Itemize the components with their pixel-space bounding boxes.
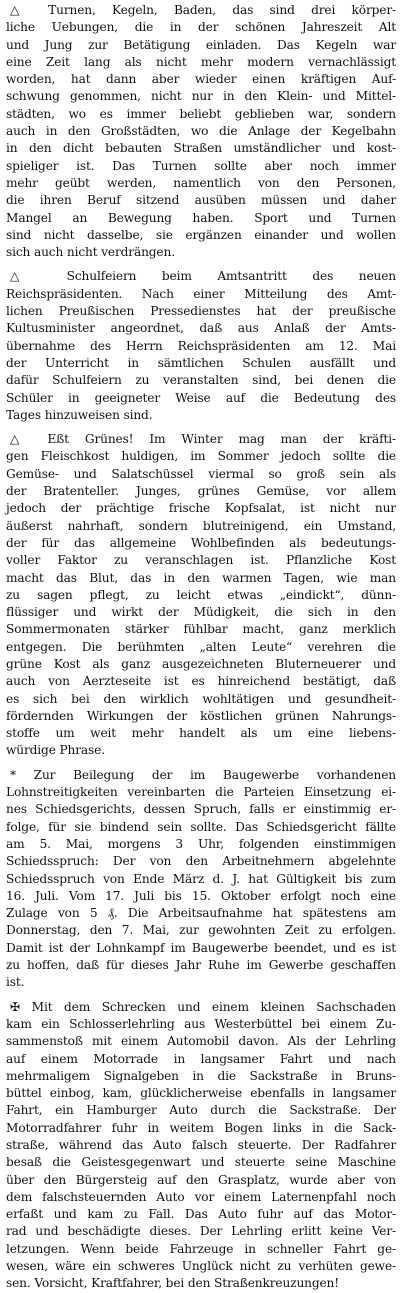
article-sachschaden (6, 999, 396, 1293)
text-line: sen. Vorsicht, Kraftfahrer, bei den Straßenkreuzungen! (6, 1276, 340, 1291)
text-line: Schiedsspruch: Der von den Arbeitnehmern abgelehnte (6, 854, 396, 869)
text-line: rad und beschädigte dieses. Der Lehrling erlitt keine Ver- (6, 1224, 396, 1239)
text-line: Donnerstag, den 7. Mai, zur gewohnten Zeit zu erfolgen. (6, 923, 396, 938)
text-line: schwung genommen, nicht nur in den Klein- und Mittel- (6, 89, 396, 104)
text-line: ist. (6, 975, 25, 990)
article-heading-line: ✠ Mit dem Schrecken und einem kleinen Sachschaden (10, 999, 396, 1014)
text-line: stoffe um weit mehr handelt als um eine liebens- (6, 726, 396, 741)
text-line: Mangel an Bewegung haben. Sport und Turnen (6, 210, 396, 225)
article-gruenes (6, 431, 396, 760)
text-line: worden, hat dann aber wieder einen kräftigen Auf- (6, 72, 396, 87)
article-heading-line: △ Schulfeiern beim Amtsantritt des neuen (10, 269, 396, 284)
text-line: entgegen. Die berühmten „alten Leute“ verehren die (6, 639, 396, 654)
text-line: gen Fleischkost huldigen, im Sommer jedoch sollte die (6, 449, 396, 464)
text-line: Damit ist der Lohnkampf im Baugewerbe beendet, und es ist (6, 940, 396, 955)
article-turnen (6, 2, 396, 261)
text-line: Schüler in geeigneter Weise auf die Bedeutung des (6, 390, 396, 405)
text-line: zu sagen pflegt, zu leicht etwas „eindickt“, dünn- (6, 587, 396, 602)
text-line: jedoch der prächtige frische Kopfsalat, ist nicht nur (6, 501, 396, 516)
text-line: am 5. Mai, morgens 3 Uhr, folgenden einstimmigen (6, 836, 396, 851)
text-line: Kultusminister angeordnet, daß aus Anlaß der Amts- (6, 321, 396, 336)
text-line: über den Bürgersteig auf den Grasplatz, wurde aber von (6, 1172, 396, 1187)
text-line: folge, für sie bindend sein sollte. Das Schiedsgericht fällte (6, 819, 396, 834)
text-line: dafür Schulfeiern zu veranstalten sind, bei denen die (6, 373, 396, 388)
text-line: der für das allgemeine Wohlbefinden als bedeutungs- (6, 535, 396, 550)
text-line: übernahme des Herrn Reichspräsidenten am 12. Mai (6, 338, 396, 353)
text-line: letzungen. Wenn beide Fahrzeuge in schneller Fahrt ge- (6, 1241, 396, 1256)
text-line: grüne Kost als ganz ausgezeichneten Bluterneuerer und (6, 656, 396, 671)
text-line: Sommermonaten stärker fühlbar macht, ganz merklich (6, 622, 396, 637)
text-line: sind nicht dasselbe, sie ergänzen einander und wollen (6, 227, 396, 242)
text-line: Fahrt, ein Hamburger Auto durch die Sackstraße. Der (6, 1103, 396, 1118)
text-line: fördernden Wirkungen der köstlichen grünen Nahrungs- (6, 708, 396, 723)
text-line: würdige Phrase. (6, 743, 105, 758)
text-line: in den dicht bebauten Straßen umständlicher und kost- (6, 141, 396, 156)
text-line: liche Uebungen, die in der schönen Jahreszeit Alt (6, 20, 396, 35)
text-line: eine Zeit lang als nicht mehr modern vernachlässigt (6, 54, 396, 69)
text-line: sammenstoß mit einem Automobil davon. Als der Lehrling (6, 1034, 396, 1049)
text-line: Zulage von 5 ₰. Die Arbeitsaufnahme hat spätestens am (6, 906, 396, 921)
text-line: spieliger ist. Das Turnen sollte aber noch immer (6, 158, 396, 173)
text-line: städten, wo es immer beliebt geblieben war, sondern (6, 106, 396, 121)
text-line: es sich bei den wirklich wohltätigen und gesundheit- (6, 691, 396, 706)
text-line: voller Faktor zu veranschlagen ist. Pflanzliche Kost (6, 553, 396, 568)
text-line: dem falschsteuernden Auto vor einem Laternenpfahl noch (6, 1189, 396, 1204)
article-schulfeiern (6, 268, 396, 424)
article-heading-line: △ Eßt Grünes! Im Winter mag man der kräfti- (10, 432, 396, 447)
text-line: der Bratenteller. Junges, grünes Gemüse, vor allem (6, 484, 396, 499)
text-line: flüssiger und wirkt der Müdigkeit, die sich in den (6, 605, 396, 620)
text-line: mehr geübt werden, namentlich von den Personen, (6, 175, 396, 190)
text-line: Tages hinzuweisen sind. (6, 407, 153, 422)
text-line: auch in den Großstädten, wo die Anlage der Kegelbahn (6, 124, 396, 139)
text-line: Motorradfahrer fuhr in weitem Bogen links in die Sack- (6, 1120, 396, 1135)
text-line: der Unterricht in sämtlichen Schulen ausfällt und (6, 355, 396, 370)
text-line: macht das Blut, das in den warmen Tagen, wie man (6, 570, 396, 585)
text-line: und Jung zur Betätigung einladen. Das Kegeln war (6, 37, 396, 52)
article-baugewerbe (6, 767, 396, 992)
text-line: kam ein Schlosserlehrling aus Westerbüttel bei einem Zu- (6, 1016, 396, 1031)
text-line: sich auch nicht verdrängen. (6, 245, 175, 260)
article-heading-line: * Zur Beilegung der im Baugewerbe vorhandenen (10, 767, 396, 782)
text-line: auf einem Motorrade in langsamer Fahrt und nach (6, 1051, 396, 1066)
text-line: zu hoffen, daß für dieses Jahr Ruhe im Gewerbe geschaffen (6, 958, 396, 973)
article-heading-line: △ Turnen, Kegeln, Baden, das sind drei körper- (10, 3, 396, 17)
text-line: Lohnstreitigkeiten vereinbarten die Parteien Einsetzung ei- (6, 785, 396, 800)
text-line: Schiedsspruch von Ende März d. J. hat Gültigkeit bis zum (6, 871, 396, 886)
text-line: äußerst nahrhaft, sondern blutreinigend, ein Umstand, (6, 518, 396, 533)
text-line: Reichspräsidenten. Nach einer Mitteilung des Amt- (6, 286, 396, 301)
text-line: auch von Aerzteseite ist es hinreichend bestätigt, daß (6, 674, 396, 689)
text-line: nes Schiedsgerichts, dessen Spruch, falls er einstimmig er- (6, 802, 396, 817)
text-line: Gemüse- und Salatschüssel viermal so groß sein als (6, 466, 396, 481)
text-line: die ihren Beruf sitzend ausüben müssen und daher (6, 193, 396, 208)
text-line: wesen, wäre ein schweres Unglück nicht zu verhüten gewe- (6, 1259, 396, 1274)
text-line: besaß die Geistesgegenwart und steuerte seine Maschine (6, 1155, 396, 1170)
text-line: mehrmaligem Signalgeben in die Sackstraße in Bruns- (6, 1068, 396, 1083)
text-line: lichen Preußischen Pressedienstes hat der preußische (6, 304, 396, 319)
text-line: 16. Juli. Vom 17. Juli bis 15. Oktober erfolgt noch eine (6, 888, 396, 903)
text-line: büttel einbog, kam, glücklicherweise ebenfalls in langsamer (6, 1086, 396, 1101)
text-line: erfaßt und kam zu Fall. Das Auto fuhr auf das Motor- (6, 1207, 396, 1222)
text-line: straße, während das Auto falsch steuerte. Der Radfahrer (6, 1138, 396, 1152)
